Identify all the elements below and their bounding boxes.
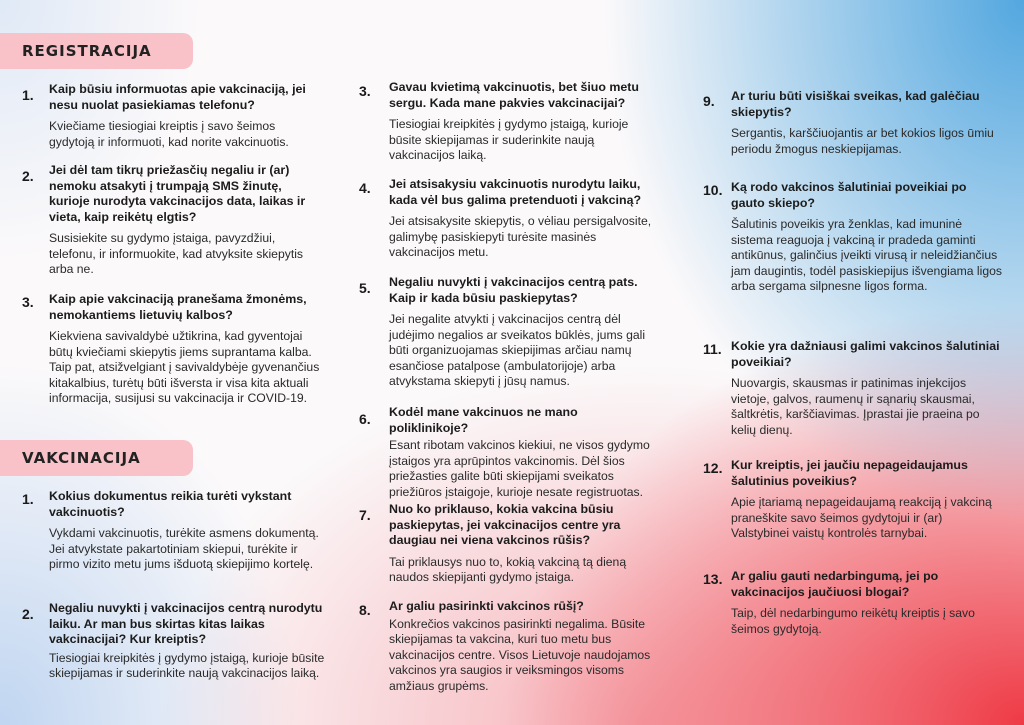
faq-question: Ar galiu pasirinkti vakcinos rūšį? (389, 599, 584, 613)
faq-item (359, 80, 659, 164)
faq-number: 10. (703, 182, 723, 198)
faq-number: 2. (22, 606, 34, 622)
faq-number: 9. (703, 93, 715, 109)
faq-answer: Esant ribotam vakcinos kiekiui, ne visos gydymo įstaigos yra aprūpintos vakcinomis. Dėl šios priežasties galite būti skiepijami sveikatos priežiūros įstaigoje, kurioje nesate registruotas. (389, 438, 650, 499)
faq-number: 3. (359, 83, 371, 99)
faq-item (22, 292, 322, 407)
faq-item (703, 569, 1003, 637)
faq-item (359, 599, 659, 694)
faq-answer: Apie įtariamą nepageidaujamą reakciją į vakciną praneškite savo šeimos gydytojui ir (ar) Valstybinei vaistų kontrolės tarnybai. (731, 495, 992, 541)
faq-answer: Tiesiogiai kreipkitės į gydymo įstaigą, kurioje būsite skiepijamas ir suderinkite naują vakcinacijos laiką. (49, 650, 325, 681)
faq-answer: Kiekviena savivaldybė užtikrina, kad gyventojai būtų kviečiami skiepytis jiems suprantama kalba. Taip pat, atsižvelgiant į savivaldybėje gyvenančius kitakalbius, turėtų būti išversta ir visa kita aktuali informacija, susijusi su vakcinacija ir COVID-19. (49, 329, 320, 406)
faq-item (22, 601, 327, 682)
faq-answer: Kviečiame tiesiogiai kreiptis į savo šeimos gydytoją ir informuoti, kad norite vakcinuotis. (49, 119, 289, 149)
faq-question: Kokius dokumentus reikia turėti vykstant vakcinuotis? (49, 489, 292, 519)
section-header-registracija (0, 33, 193, 69)
faq-question: Kodėl mane vakcinuos ne mano poliklinikoje? (389, 405, 578, 435)
faq-item (359, 405, 659, 500)
faq-question: Gavau kvietimą vakcinuotis, bet šiuo metu sergu. Kada mane pakvies vakcinacijai? (389, 80, 639, 110)
faq-answer: Jei negalite atvykti į vakcinacijos centrą dėl judėjimo negalios ar sveikatos būklės, jums gali būti organizuojamas skiepijimas arčiau namų esančiose patalpose (ambulatorijoje) arba atvykstama skiepyti į jūsų namus. (389, 312, 646, 389)
section-header-vakcinacija (0, 440, 193, 476)
faq-item (359, 502, 659, 586)
faq-answer: Sergantis, karščiuojantis ar bet kokios ligos ūmiu periodu žmogus neskiepijamas. (731, 126, 994, 156)
faq-number: 8. (359, 602, 371, 618)
faq-item (22, 82, 322, 150)
faq-question: Ką rodo vakcinos šalutiniai poveikiai po gauto skiepo? (731, 180, 967, 210)
faq-number: 3. (22, 294, 34, 310)
faq-answer: Konkrečios vakcinos pasirinkti negalima. Būsite skiepijamas ta vakcina, kuri tuo metu bus vakcinacijos centre. Visos Lietuvoje naudojamos vakcinos yra saugios ir veiksmingos visoms amžiaus grupėms. (389, 616, 651, 693)
faq-number: 11. (703, 341, 722, 357)
faq-question: Negaliu nuvykti į vakcinacijos centrą pats. Kaip ir kada būsiu paskiepytas? (389, 275, 638, 305)
faq-question: Ar galiu gauti nedarbingumą, jei po vakcinacijos jaučiuosi blogai? (731, 569, 939, 599)
faq-number: 6. (359, 411, 371, 427)
faq-answer: Jei atsisakysite skiepytis, o vėliau persigalvosite, galimybę pasiskiepyti turėsite masinės vakcinacijos metu. (389, 214, 652, 260)
faq-question: Nuo ko priklauso, kokia vakcina būsiu paskiepytas, jei vakcinacijos centre yra daugiau nei viena vakcinos rūšis? (389, 502, 621, 547)
faq-answer: Tai priklausys nuo to, kokią vakciną tą dieną naudos skiepijanti gydymo įstaiga. (389, 554, 627, 585)
faq-number: 7. (359, 507, 371, 523)
faq-number: 1. (22, 87, 34, 103)
faq-number: 12. (703, 460, 723, 476)
faq-number: 1. (22, 491, 34, 507)
faq-question: Negaliu nuvykti į vakcinacijos centrą nurodytu laiku. Ar man bus skirtas kitas laikas vakcinacijai? Kur kreiptis? (49, 601, 323, 646)
faq-item (703, 339, 1003, 438)
faq-item (359, 177, 659, 261)
section-title: REGISTRACIJA (22, 42, 152, 60)
faq-question: Jei dėl tam tikrų priežasčių negaliu ir (ar) nemoku atsakyti į trumpąją SMS žinutę, kurioje nurodyta vakcinacijos data, laikas ir vieta, kaip reikėtų elgtis? (49, 163, 306, 224)
faq-item (703, 458, 1003, 542)
faq-question: Jei atsisakysiu vakcinuotis nurodytu laiku, kada vėl bus galima pretenduoti į vakciną? (389, 177, 642, 207)
section-title: VAKCINACIJA (22, 449, 141, 467)
faq-item (22, 163, 322, 278)
faq-question: Kur kreiptis, jei jaučiu nepageidaujamus šalutinius poveikius? (731, 458, 968, 488)
faq-item (359, 275, 659, 390)
faq-number: 4. (359, 180, 371, 196)
faq-number: 5. (359, 280, 371, 296)
faq-question: Ar turiu būti visiškai sveikas, kad galėčiau skiepytis? (731, 89, 980, 119)
faq-answer: Taip, dėl nedarbingumo reikėtų kreiptis į savo šeimos gydytoją. (731, 606, 975, 636)
faq-answer: Nuovargis, skausmas ir patinimas injekcijos vietoje, galvos, raumenų ir sąnarių skausmai, šaltkrėtis, karščiavimas. Įprastai jie praeina po kelių dienų. (731, 376, 980, 437)
faq-answer: Susisiekite su gydymo įstaiga, pavyzdžiui, telefonu, ir informuokite, kad atvyksite skiepytis arba ne. (49, 231, 304, 277)
faq-question: Kokie yra dažniausi galimi vakcinos šalutiniai poveikiai? (731, 339, 1000, 369)
faq-question: Kaip būsiu informuotas apie vakcinaciją, jei nesu nuolat pasiekiamas telefonu? (49, 82, 306, 112)
faq-question: Kaip apie vakcinaciją pranešama žmonėms, nemokantiems lietuvių kalbos? (49, 292, 307, 322)
faq-answer: Šalutinis poveikis yra ženklas, kad imuninė sistema reaguoja į vakciną ir pradeda gaminti antikūnus, galinčius įveikti virusą ir neleidžiančius jam daugintis, todėl pasiskiepijus išvengiama ligos arba sergama silpnesne ligos forma. (731, 217, 1002, 294)
faq-answer: Vykdami vakcinuotis, turėkite asmens dokumentą. Jei atvykstate pakartotiniam skiepui, turėkite ir pirmo vizito metu jums išduotą skiepijimo kortelę. (49, 526, 319, 572)
faq-answer: Tiesiogiai kreipkitės į gydymo įstaigą, kurioje būsite skiepijamas ir suderinkite naują vakcinacijos laiką. (389, 117, 629, 163)
faq-number: 13. (703, 571, 723, 587)
faq-item (703, 180, 1003, 295)
faq-number: 2. (22, 168, 34, 184)
faq-item (703, 89, 1003, 157)
faq-item (22, 489, 322, 573)
